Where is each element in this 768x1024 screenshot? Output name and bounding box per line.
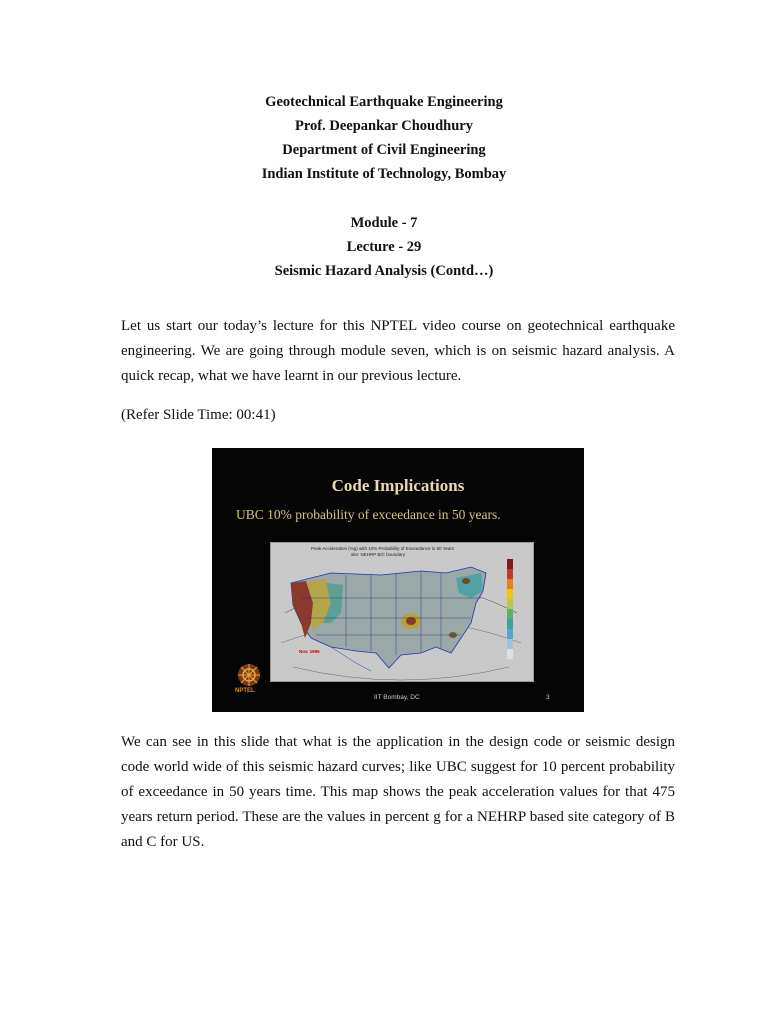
intro-paragraph: Let us start our today’s lecture for this NPTEL video course on geotechnical earthquake engineering. We are going through module seven, which is on seismic hazard analysis. A quick recap, what we have learnt in our previous lecture. [121, 318, 675, 384]
explanation-paragraph: We can see in this slide that what is the application in the design code or seismic design code world wide of this seismic hazard curves; like UBC suggest for 10 percent probability of exceedance in 50 years time. This map shows the peak acceleration values for that 475 years return period. These are the values in percent g for a NEHRP based site category of B and C for US. [121, 734, 675, 850]
module-number: Module - 7 [350, 215, 418, 231]
nptel-logo-text: NPTEL [235, 688, 255, 694]
map-date: Nov. 1996 [299, 649, 320, 654]
hazard-map [270, 542, 534, 682]
professor-name: Prof. Deepankar Choudhury [295, 118, 473, 134]
us-hazard-map-graphic [271, 543, 533, 681]
course-title: Geotechnical Earthquake Engineering [265, 94, 503, 110]
slide-time-reference: (Refer Slide Time: 00:41) [121, 407, 276, 423]
slide-title: Code Implications [331, 476, 465, 495]
lecture-slide-image [212, 448, 584, 712]
map-caption-line-2: site: NEHRP B/C boundary [351, 552, 405, 557]
map-caption-line-1: Peak Acceleration (%g) with 10% Probability of Exceedance in 50 Years [311, 546, 455, 551]
slide-subtitle: UBC 10% probability of exceedance in 50 years. [236, 507, 501, 522]
institute-name: Indian Institute of Technology, Bombay [261, 166, 507, 182]
lecture-topic: Seismic Hazard Analysis (Contd…) [274, 263, 494, 279]
department-name: Department of Civil Engineering [282, 142, 486, 158]
lecture-number: Lecture - 29 [346, 239, 422, 255]
map-legend [507, 559, 515, 659]
slide-footer: IIT Bombay, DC [374, 694, 420, 701]
slide-page-number: 3 [546, 694, 550, 701]
